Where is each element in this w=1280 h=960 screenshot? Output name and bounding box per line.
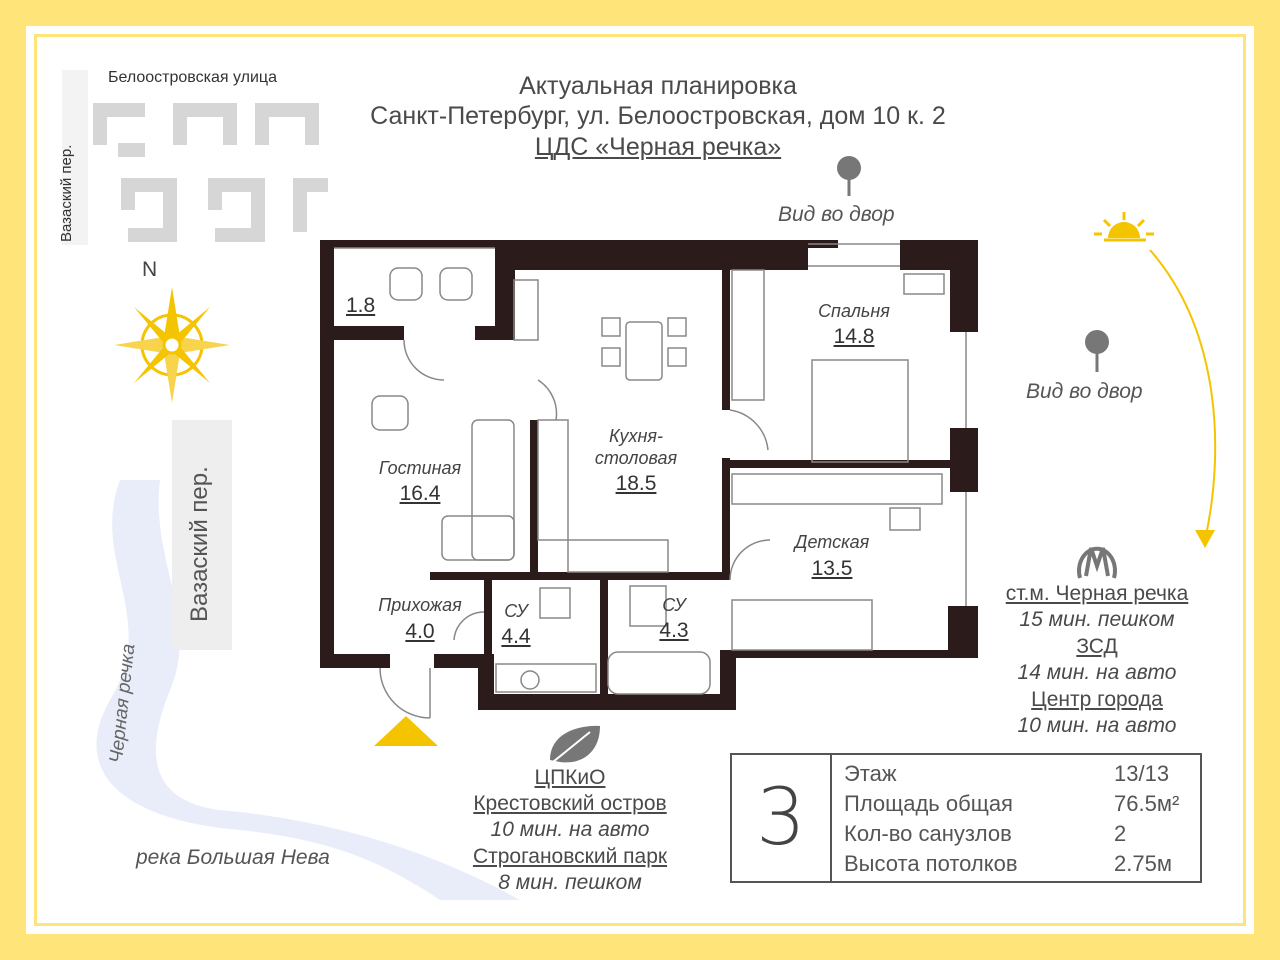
leaf-icon [548, 726, 600, 766]
spec-value: 2.75м [1114, 851, 1172, 876]
bedroom-name: Спальня [818, 301, 890, 321]
bedroom-area: 14.8 [833, 325, 875, 348]
kitchen-name-1: Кухня- [609, 426, 663, 446]
park1-link[interactable]: ЦПКиО [534, 766, 606, 789]
bath1-area: 4.4 [501, 625, 531, 648]
spec-value: 2 [1114, 821, 1127, 846]
spec-label: Этаж [844, 761, 897, 786]
spec-value: 76.5м² [1114, 791, 1180, 816]
view-pin-right-icon [1085, 330, 1109, 372]
spec-label: Площадь общая [844, 791, 1013, 816]
kitchen-area: 18.5 [615, 472, 657, 495]
sun-path [1150, 250, 1215, 540]
north-label: N [142, 258, 158, 281]
park3-link[interactable]: Строгановский парк [472, 845, 668, 868]
spec-label: Кол-во санузлов [844, 821, 1012, 846]
rooms-count: 3 [732, 755, 832, 881]
park2-link[interactable]: Крестовский остров [473, 792, 667, 815]
sun-arrow [1195, 530, 1215, 548]
center-time: 10 мин. на авто [1017, 714, 1177, 737]
bath1-name: СУ [504, 601, 528, 621]
metro-icon [1079, 548, 1115, 578]
street-left-small-label: Вазаский пер. [58, 144, 75, 242]
kitchen-name-2: столовая [594, 448, 678, 468]
kids-name: Детская [794, 532, 870, 552]
plan-title: Актуальная планировка [519, 72, 797, 100]
spec-value: 13/13 [1114, 761, 1170, 786]
bath2-area: 4.3 [659, 619, 689, 642]
park2-time: 10 мин. на авто [490, 818, 650, 841]
spec-label: Высота потолков [844, 851, 1018, 876]
view-pin-top-icon [837, 156, 861, 196]
balcony-area: 1.8 [346, 294, 376, 317]
zsd-time: 14 мин. на авто [1017, 661, 1177, 684]
living-name: Гостиная [378, 458, 462, 478]
bath2-name: СУ [662, 595, 686, 615]
compass-icon [114, 287, 230, 403]
map-buildings [100, 110, 328, 235]
kids-area: 13.5 [811, 557, 853, 580]
zsd-link[interactable]: ЗСД [1076, 635, 1118, 658]
sun-icon [1094, 212, 1154, 240]
center-link[interactable]: Центр города [1031, 688, 1163, 711]
river-big-label: река Большая Нева [136, 846, 330, 869]
view-top-label: Вид во двор [778, 203, 895, 226]
street-top-label: Белоостровская улица [108, 69, 277, 86]
metro-time: 15 мин. пешком [1019, 608, 1175, 631]
view-right-label: Вид во двор [1026, 380, 1143, 403]
developer-link[interactable]: ЦДС «Черная речка» [534, 133, 782, 161]
hall-name: Прихожая [378, 595, 462, 615]
street-vertical-label: Вазаский пер. [186, 466, 213, 622]
hall-area: 4.0 [405, 620, 435, 643]
river-small-label: Черная речка [106, 642, 140, 765]
entrance-arrow-icon [374, 716, 438, 746]
living-area: 16.4 [399, 482, 441, 505]
spec-table [730, 753, 1202, 883]
address: Санкт-Петербург, ул. Белоостровская, дом 10 к. 2 [370, 102, 946, 130]
park3-time: 8 мин. пешком [498, 871, 642, 894]
metro-link[interactable]: ст.м. Черная речка [1005, 582, 1189, 605]
